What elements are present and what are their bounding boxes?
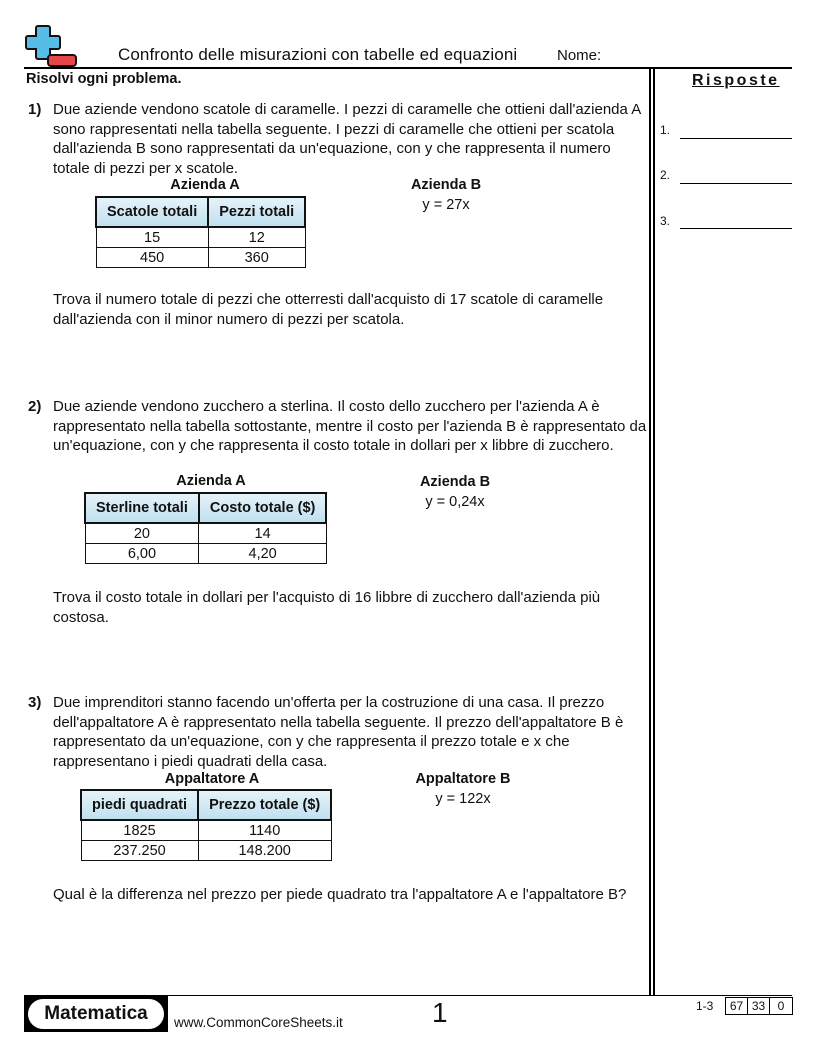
score-box: 67 [725, 997, 748, 1015]
name-label: Nome: [557, 47, 602, 64]
table-cell: 6,00 [85, 544, 199, 564]
table-cell: 1140 [198, 820, 331, 841]
column-divider [649, 68, 651, 996]
score-box: 0 [769, 997, 793, 1015]
plus-minus-logo-icon [24, 24, 80, 68]
table-cell: 148.200 [198, 841, 331, 861]
answer-field-2[interactable] [680, 183, 792, 184]
column-divider [653, 68, 655, 996]
table-caption: Azienda A [176, 473, 246, 489]
table-cell: 237.250 [81, 841, 198, 861]
b-caption: Azienda B [410, 177, 482, 193]
table-header: piedi quadrati [81, 790, 198, 820]
table-row [85, 523, 326, 544]
data-table [80, 789, 332, 861]
table-header: Prezzo totale ($) [198, 790, 331, 820]
header-rule [24, 67, 792, 69]
table-header: Costo totale ($) [199, 493, 327, 523]
problem-range: 1-3 [696, 999, 714, 1013]
page-number: 1 [432, 997, 448, 1028]
b-equation: y = 0,24x [425, 494, 485, 510]
table-cell: 15 [96, 227, 208, 248]
problem-text: Due imprenditori stanno facendo un'offerta per la costruzione di una casa. Il prezzo dell'appaltatore A è rappresentato nella tabella seguente. Il prezzo dell'appaltatore B è rappresentato da un'equazione, con y che rappresenta il prezzo totale e x che rappresentano i piedi quadrati della casa. [53, 694, 624, 770]
b-equation: y = 122x [435, 791, 491, 807]
table-caption: Azienda A [170, 177, 240, 193]
b-caption: Appaltatore B [415, 771, 511, 787]
problem-number: 1) [28, 101, 42, 118]
table-cell: 14 [199, 523, 327, 544]
site-url[interactable]: www.CommonCoreSheets.it [174, 1015, 343, 1030]
table-cell: 20 [85, 523, 199, 544]
score-box: 33 [747, 997, 770, 1015]
table-row [96, 248, 305, 268]
data-table [95, 196, 306, 268]
problem-number: 2) [28, 398, 42, 415]
table-header: Scatole totali [96, 197, 208, 227]
table-header: Pezzi totali [208, 197, 305, 227]
table-cell: 1825 [81, 820, 198, 841]
brand-label: Matematica [28, 999, 164, 1029]
answer-label-3: 3. [660, 214, 671, 228]
table-row [85, 544, 326, 564]
problem-text: Due aziende vendono scatole di caramelle. I pezzi di caramelle che ottieni dall'azienda A sono rappresentati nella tabella seguente. I pezzi di caramelle che ottieni per scatola dall'azienda B sono rappresentati da un'equazione, con y che rappresenta il numero totale di pezzi per x scatole. [53, 101, 641, 177]
table-caption: Appaltatore A [164, 771, 260, 787]
table-row [96, 227, 305, 248]
problem-question: Qual è la differenza nel prezzo per piede quadrato tra l'appaltatore A e l'appaltatore B? [53, 886, 627, 903]
instructions: Risolvi ogni problema. [26, 71, 182, 87]
problem-question: Trova il numero totale di pezzi che otterresti dall'acquisto di 17 scatole di caramelle dall'azienda con il minor numero di pezzi per scatola. [53, 291, 604, 328]
answer-field-1[interactable] [680, 138, 792, 139]
table-cell: 360 [208, 248, 305, 268]
answer-label-1: 1. [660, 123, 671, 137]
problem-question: Trova il costo totale in dollari per l'acquisto di 16 libbre di zucchero dall'azienda più costosa. [53, 589, 601, 626]
b-caption: Azienda B [419, 474, 491, 490]
table-row [81, 820, 331, 841]
answer-field-3[interactable] [680, 228, 792, 229]
table-header: Sterline totali [85, 493, 199, 523]
worksheet-title: Confronto delle misurazioni con tabelle ed equazioni [118, 45, 518, 64]
table-cell: 4,20 [199, 544, 327, 564]
table-cell: 12 [208, 227, 305, 248]
table-row [81, 841, 331, 861]
answer-label-2: 2. [660, 168, 671, 182]
answers-title: Risposte [692, 72, 780, 89]
problem-text: Due aziende vendono zucchero a sterlina. Il costo dello zucchero per l'azienda A è rappresentato nella tabella sottostante, mentre il costo per l'azienda B è rappresentato da un'equazione, con y che rappresenta il costo totale in dollari per x libbre di zucchero. [53, 398, 647, 454]
problem-number: 3) [28, 694, 42, 711]
b-equation: y = 27x [422, 197, 470, 213]
data-table [84, 492, 327, 564]
table-cell: 450 [96, 248, 208, 268]
